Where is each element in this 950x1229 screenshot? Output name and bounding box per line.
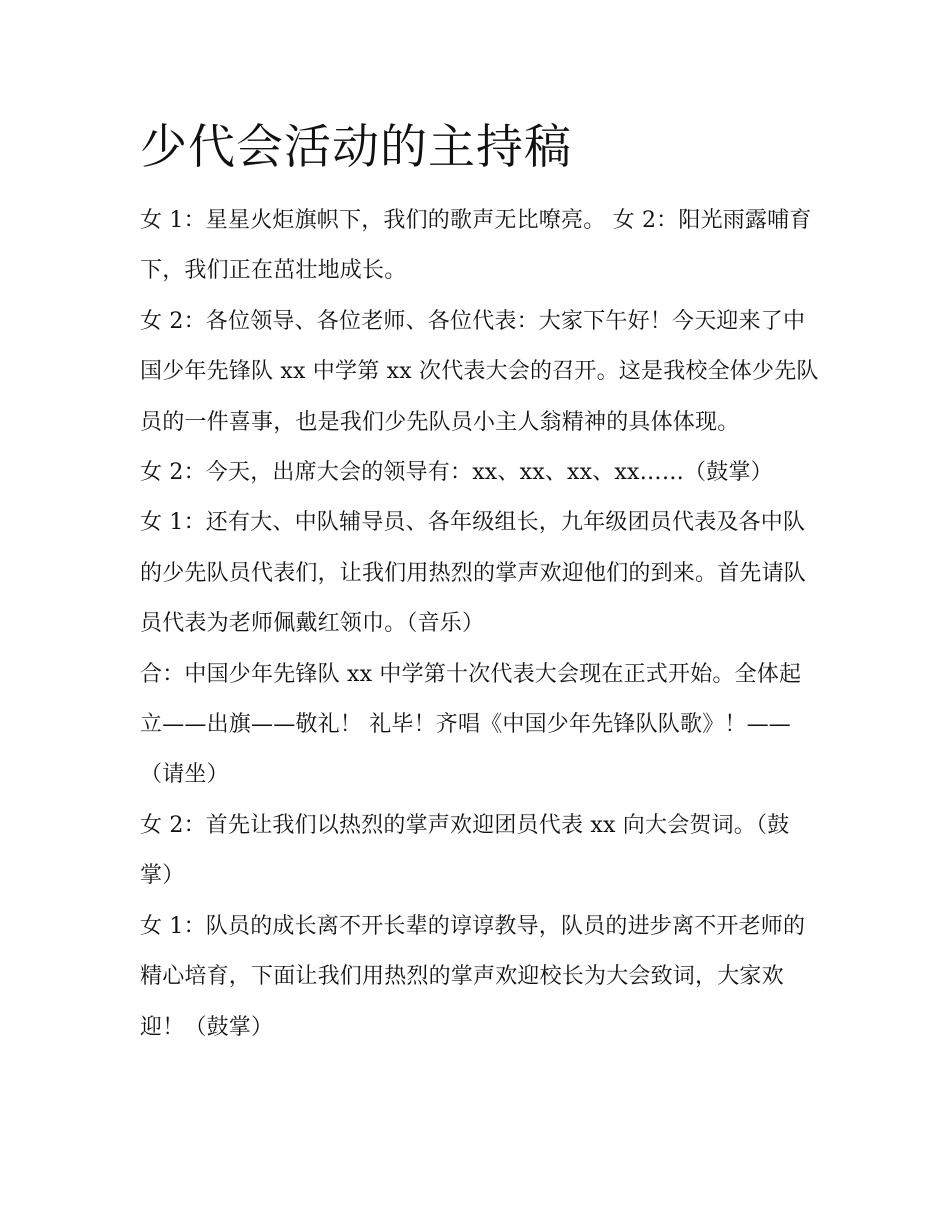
paragraph-principal-speech: 女 1：队员的成长离不开长辈的谆谆教导，队员的进步离不开老师的精心培育，下面让我们用热烈的掌声欢迎校长为大会致词，大家欢迎！（鼓掌） <box>140 913 806 1040</box>
paragraph-league-greeting: 女 2：首先让我们以热烈的掌声欢迎团员代表 xx 向大会贺词。（鼓掌） <box>140 812 790 889</box>
document-body <box>140 112 820 1053</box>
paragraph-guests: 女 1：还有大、中队辅导员、各年级组长，九年级团员代表及各中队的少先队员代表们，让我们用热烈的掌声欢迎他们的到来。首先请队员代表为老师佩戴红领巾。（音乐） <box>140 510 807 637</box>
paragraph-welcome: 女 2：各位领导、各位老师、各位代表：大家下午好！今天迎来了中国少年先锋队 xx 中学第 xx 次代表大会的召开。这是我校全体少先队员的一件喜事，也是我们少先队员小主人翁精神的具体体现。 <box>140 308 819 435</box>
paragraph-leaders: 女 2：今天，出席大会的领导有：xx、xx、xx、xx……（鼓掌） <box>140 460 773 486</box>
paragraph-opening: 女 1：星星火炬旗帜下，我们的歌声无比嘹亮。 女 2：阳光雨露哺育下，我们正在茁壮地成长。 <box>140 208 812 284</box>
document-title: 少代会活动的主持稿 <box>140 120 572 175</box>
paragraph-opening-ceremony: 合：中国少年先锋队 xx 中学第十次代表大会现在正式开始。全体起立——出旗——敬礼！ 礼毕！齐唱《中国少年先锋队队歌》！——（请坐） <box>140 661 802 788</box>
